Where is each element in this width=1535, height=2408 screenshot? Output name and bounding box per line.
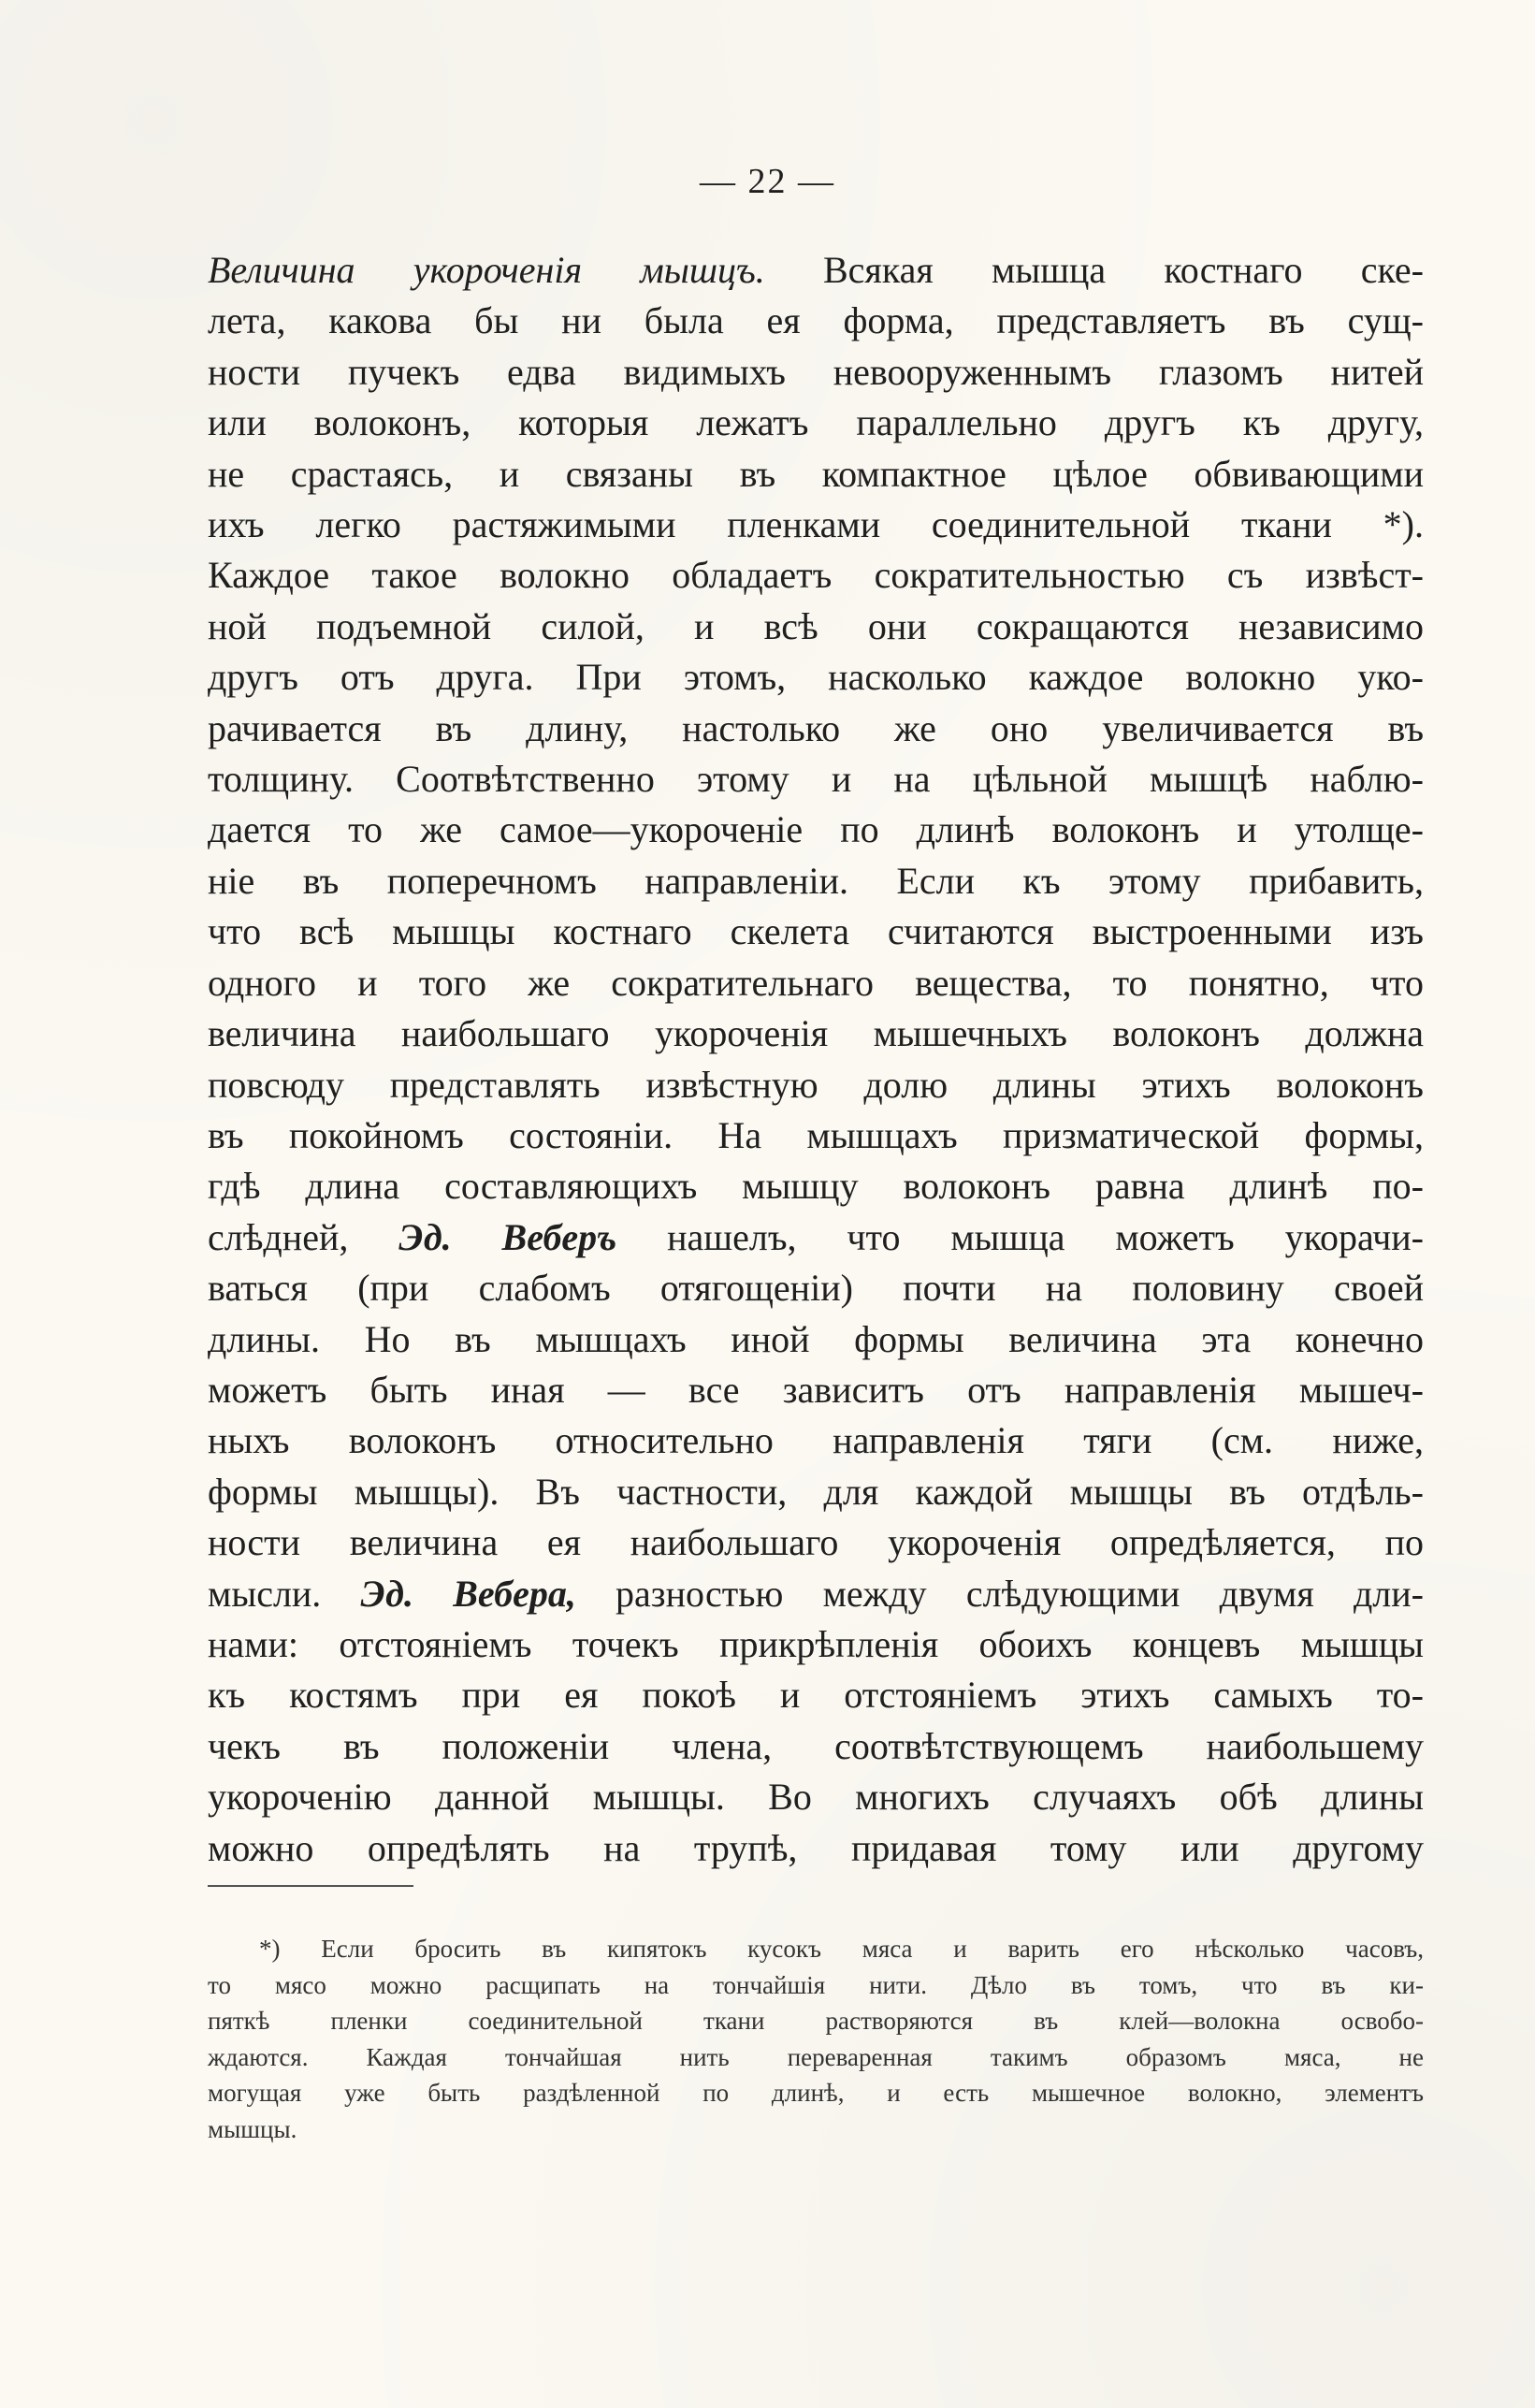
text-fragment: что всѣ мышцы костнаго скелета считаются выстроенными изъ — [208, 910, 1424, 953]
text-line — [208, 1721, 1424, 1772]
text-fragment: укороченію данной мышцы. Во многихъ случаяхъ обѣ длины — [208, 1776, 1424, 1819]
footnote-line: могущая уже быть раздѣленной по длинѣ, и есть мышечное волокно, элементъ — [208, 2079, 1424, 2107]
text-fragment: повсюду представлять извѣстную долю длины этихъ волоконъ — [208, 1063, 1424, 1106]
text-fragment: или волоконъ, которыя лежатъ параллельно другъ къ другу, — [208, 401, 1424, 444]
text-line — [208, 1314, 1424, 1365]
text-fragment: рачивается въ длину, настолько же оно увеличивается въ — [208, 706, 1424, 749]
text-fragment: Каждое такое волокно обладаетъ сократительностью съ извѣст- — [208, 554, 1424, 597]
text-line — [208, 1161, 1424, 1211]
footnote-line: ждаются. Каждая тончайшая нить переваренная такимъ образомъ мяса, не — [208, 2042, 1424, 2071]
text-fragment: можно опредѣлять на трупѣ, придавая тому или другому — [208, 1826, 1424, 1869]
text-fragment: длины. Но въ мышцахъ иной формы величина эта конечно — [208, 1317, 1424, 1360]
text-line — [208, 296, 1424, 346]
text-fragment: ваться (при слабомъ отягощеніи) почти на половину своей — [208, 1267, 1424, 1310]
section-heading: Величина укороченія мышцъ. — [208, 249, 765, 291]
author-name: Эд. Вебера, — [360, 1572, 576, 1615]
text-line — [208, 1517, 1424, 1568]
text-fragment: ніе въ поперечномъ направленіи. Если къ этому прибавить, — [208, 859, 1424, 902]
text-line — [208, 500, 1424, 550]
text-line — [208, 1263, 1424, 1313]
text-fragment: нашелъ, что мышца можетъ укорачи- — [616, 1215, 1424, 1258]
text-line — [208, 958, 1424, 1008]
text-line — [208, 1670, 1424, 1720]
text-line — [208, 1008, 1424, 1059]
footnote-line: мышцы. — [208, 2114, 297, 2143]
text-line — [208, 754, 1424, 805]
text-fragment: гдѣ длина составляющихъ мышцу волоконъ равна длинѣ по- — [208, 1165, 1424, 1208]
text-fragment: мысли. — [208, 1572, 361, 1615]
text-line — [208, 704, 1424, 754]
text-fragment: къ костямъ при ея покоѣ и отстояніемъ этихъ самыхъ то- — [208, 1674, 1424, 1717]
text-fragment: ныхъ волоконъ относительно направленія тяги (см. ниже, — [208, 1419, 1424, 1462]
text-fragment: Всякая мышца костнаго ске- — [764, 249, 1424, 291]
text-fragment: лета, какова бы ни была ея форма, представляетъ въ сущ- — [208, 299, 1424, 342]
main-paragraph — [208, 245, 1424, 1874]
text-fragment: ной подъемной силой, и всѣ они сокращаются независимо — [208, 604, 1424, 647]
text-fragment: нами: отстояніемъ точекъ прикрѣпленія обоихъ концевъ мышцы — [208, 1622, 1424, 1665]
footnote — [208, 1931, 1424, 2147]
text-fragment: другъ отъ друга. При этомъ, насколько каждое волокно уко- — [208, 656, 1424, 699]
text-fragment: формы мышцы). Въ частности, для каждой мышцы въ отдѣль- — [208, 1470, 1424, 1513]
text-line — [208, 602, 1424, 652]
text-line — [208, 1772, 1424, 1822]
text-line — [208, 1060, 1424, 1110]
text-line — [208, 907, 1424, 957]
text-line — [208, 1365, 1424, 1415]
footnote-line: *) Если бросить въ кипятокъ кусокъ мяса и варить его нѣсколько часовъ, — [259, 1935, 1424, 1963]
text-fragment: величина наибольшаго укороченія мышечныхъ волоконъ должна — [208, 1012, 1424, 1055]
text-fragment: ности пучекъ едва видимыхъ невооруженнымъ глазомъ нитей — [208, 350, 1424, 393]
text-line — [208, 347, 1424, 398]
text-line — [208, 1212, 1424, 1263]
author-name: Эд. Веберъ — [398, 1215, 617, 1258]
text-line — [208, 856, 1424, 907]
footnote-line: то мясо можно расщипать на тончайшія нити. Дѣло въ томъ, что въ ки- — [208, 1970, 1424, 1999]
text-fragment: въ покойномъ состояніи. На мышцахъ призматической формы, — [208, 1113, 1424, 1156]
footnote-line: пяткѣ пленки соединительной ткани растворяются въ клей—волокна освобо- — [208, 2007, 1424, 2035]
text-line — [208, 398, 1424, 448]
text-fragment: ности величина ея наибольшаго укороченія опредѣляется, по — [208, 1521, 1424, 1564]
text-line — [208, 652, 1424, 703]
page-number: — 22 — — [700, 162, 835, 201]
footnote-divider — [208, 1885, 413, 1887]
text-line — [208, 805, 1424, 855]
text-fragment: дается то же самое—укороченіе по длинѣ волоконъ и утолще- — [208, 808, 1424, 851]
text-fragment: слѣдней, — [208, 1215, 399, 1258]
text-fragment: ихъ легко растяжимыми пленками соединительной ткани *). — [208, 503, 1424, 546]
text-line — [208, 1569, 1424, 1619]
text-fragment: толщину. Соотвѣтственно этому и на цѣльной мышцѣ наблю- — [208, 758, 1424, 801]
text-line — [208, 1467, 1424, 1517]
text-line — [208, 1619, 1424, 1670]
text-line — [208, 1415, 1424, 1466]
text-fragment: не срастаясь, и связаны въ компактное цѣлое обвивающими — [208, 452, 1424, 495]
text-line — [208, 245, 1424, 296]
text-line — [208, 1110, 1424, 1161]
text-line — [208, 1823, 1424, 1874]
text-fragment: разностью между слѣдующими двумя дли- — [575, 1572, 1424, 1615]
text-fragment: можетъ быть иная — все зависитъ отъ направленія мышеч- — [208, 1368, 1424, 1411]
text-fragment: чекъ въ положеніи члена, соотвѣтствующемъ наибольшему — [208, 1724, 1424, 1767]
text-line — [208, 550, 1424, 601]
text-fragment: одного и того же сократительнаго вещества, то понятно, что — [208, 961, 1424, 1004]
text-line — [208, 449, 1424, 500]
